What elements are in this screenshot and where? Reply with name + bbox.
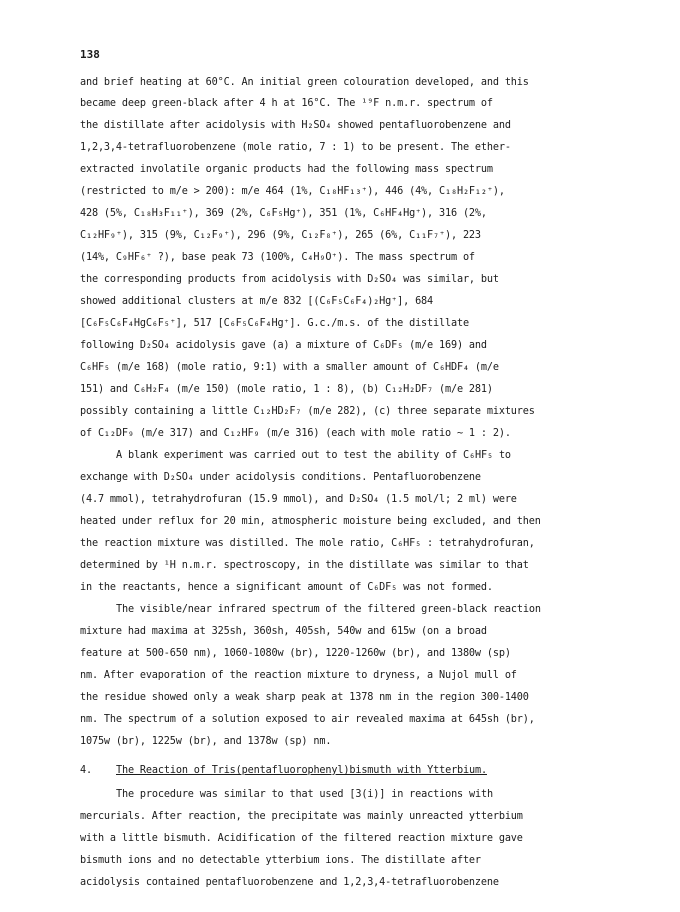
- text-line: showed additional clusters at m/e 832 [(C₆F₅C₆F₄)₂Hg⁺], 684: [80, 296, 434, 307]
- text-line: feature at 500-650 nm), 1060-1080w (br), 1220-1260w (br), and 1380w (sp): [80, 648, 511, 659]
- text-line: (4.7 mmol), tetrahydrofuran (15.9 mmol), and D₂SO₄ (1.5 mol/l; 2 ml) were: [80, 494, 517, 505]
- text-line: 428 (5%, C₁₈H₃F₁₁⁺), 369 (2%, C₆F₅Hg⁺), 351 (1%, C₆HF₄Hg⁺), 316 (2%,: [80, 208, 487, 219]
- text-line: in the reactants, hence a significant amount of C₆DF₅ was not formed.: [80, 582, 493, 593]
- text-line: 151) and C₆H₂F₄ (m/e 150) (mole ratio, 1 : 8), (b) C₁₂H₂DF₇ (m/e 281): [80, 384, 493, 395]
- text-line: mercurials. After reaction, the precipitate was mainly unreacted ytterbium: [80, 811, 523, 822]
- text-line: the corresponding products from acidolysis with D₂SO₄ was similar, but: [80, 274, 499, 285]
- text-line: the residue showed only a weak sharp peak at 1378 nm in the region 300-1400: [80, 692, 529, 703]
- text-line: possibly containing a little C₁₂HD₂F₇ (m/e 282), (c) three separate mixtures: [80, 406, 535, 417]
- text-line: The procedure was similar to that used [3(i)] in reactions with: [116, 789, 493, 800]
- text-line: determined by ¹H n.m.r. spectroscopy, in the distillate was similar to that: [80, 560, 529, 571]
- text-line: nm. The spectrum of a solution exposed to air revealed maxima at 645sh (br),: [80, 714, 535, 725]
- text-line: 1075w (br), 1225w (br), and 1378w (sp) nm.: [80, 736, 332, 747]
- text-line: (14%, C₉HF₆⁺ ?), base peak 73 (100%, C₄H₉O⁺). The mass spectrum of: [80, 252, 475, 263]
- text-line: nm. After evaporation of the reaction mixture to dryness, a Nujol mull of: [80, 670, 517, 681]
- text-line: C₆HF₅ (m/e 168) (mole ratio, 9:1) with a smaller amount of C₆HDF₄ (m/e: [80, 362, 499, 373]
- text-line: The visible/near infrared spectrum of the filtered green-black reaction: [116, 604, 541, 615]
- text-line: A blank experiment was carried out to test the ability of C₆HF₅ to: [116, 450, 511, 461]
- section-number: 4.: [80, 765, 92, 776]
- text-line: of C₁₂DF₉ (m/e 317) and C₁₂HF₉ (m/e 316) (each with mole ratio ~ 1 : 2).: [80, 428, 511, 439]
- text-line: heated under reflux for 20 min, atmospheric moisture being excluded, and then: [80, 516, 541, 527]
- section-title: The Reaction of Tris(pentafluorophenyl)bismuth with Ytterbium.: [116, 765, 487, 776]
- text-line: the reaction mixture was distilled. The mole ratio, C₆HF₅ : tetrahydrofuran,: [80, 538, 535, 549]
- text-line: acidolysis contained pentafluorobenzene and 1,2,3,4-tetrafluorobenzene: [80, 877, 499, 888]
- page-number: 138: [80, 48, 100, 61]
- text-line: bismuth ions and no detectable ytterbium ions. The distillate after: [80, 855, 481, 866]
- text-line: and brief heating at 60°C. An initial green colouration developed, and this: [80, 77, 529, 88]
- text-line: [C₆F₅C₆F₄HgC₆F₅⁺], 517 [C₆F₅C₆F₄Hg⁺]. G.c./m.s. of the distillate: [80, 318, 469, 329]
- text-line: extracted involatile organic products had the following mass spectrum: [80, 164, 493, 175]
- text-line: became deep green-black after 4 h at 16°C. The ¹⁹F n.m.r. spectrum of: [80, 98, 493, 109]
- text-line: with a little bismuth. Acidification of the filtered reaction mixture gave: [80, 833, 523, 844]
- text-line: the distillate after acidolysis with H₂SO₄ showed pentafluorobenzene and: [80, 120, 511, 131]
- text-line: exchange with D₂SO₄ under acidolysis conditions. Pentafluorobenzene: [80, 472, 481, 483]
- text-line: mixture had maxima at 325sh, 360sh, 405sh, 540w and 615w (on a broad: [80, 626, 487, 637]
- text-line: 1,2,3,4-tetrafluorobenzene (mole ratio, 7 : 1) to be present. The ether-: [80, 142, 511, 153]
- text-line: following D₂SO₄ acidolysis gave (a) a mixture of C₆DF₅ (m/e 169) and: [80, 340, 487, 351]
- section-heading: [80, 764, 608, 778]
- text-line: C₁₂HF₉⁺), 315 (9%, C₁₂F₉⁺), 296 (9%, C₁₂F₈⁺), 265 (6%, C₁₁F₇⁺), 223: [80, 230, 481, 241]
- text-line: (restricted to m/e > 200): m/e 464 (1%, C₁₈HF₁₃⁺), 446 (4%, C₁₈H₂F₁₂⁺),: [80, 186, 505, 197]
